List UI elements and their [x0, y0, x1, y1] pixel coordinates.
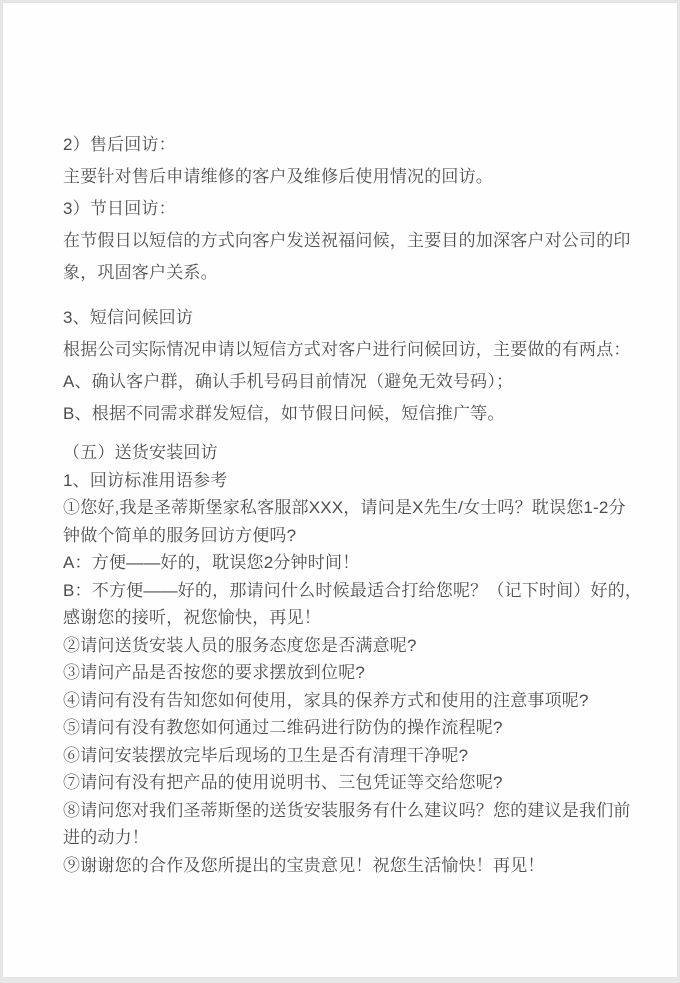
paragraph: [63, 714, 629, 742]
text-line: B：不方便——好的，那请问什么时候最适合打给您呢？（记下时间）好的，: [63, 580, 643, 600]
text-line: 象，巩固客户关系。: [63, 263, 218, 282]
text-line: 3、短信问候回访: [63, 308, 194, 327]
paragraph: [63, 632, 629, 660]
paragraph: [63, 334, 629, 366]
paragraph: [63, 742, 629, 770]
text-line: 感谢您的接听，祝您愉快，再见！: [63, 608, 321, 627]
paragraph: [63, 193, 629, 225]
block-delivery-installation-callback: [63, 439, 643, 879]
paragraph: [63, 439, 629, 467]
text-line: ⑦请问有没有把产品的使用说明书、三包凭证等交给您呢?: [63, 773, 503, 792]
paragraph: [63, 467, 629, 495]
text-line: ⑨谢谢您的合作及您所提出的宝贵意见！祝您生活愉快！再见！: [63, 855, 545, 875]
document-page: [2, 2, 678, 978]
text-line: ⑧请问您对我们圣蒂斯堡的送货安装服务有什么建议吗？您的建议是我们前: [63, 800, 631, 820]
paragraph: [63, 225, 629, 289]
text-line: （五）送货安装回访: [63, 443, 218, 462]
paragraph: [63, 769, 629, 797]
paragraph: [63, 852, 629, 880]
text-line: 2）售后回访：: [63, 135, 176, 154]
paragraph: [63, 398, 629, 430]
paragraph: [63, 549, 629, 577]
text-line: 进的动力！: [63, 828, 149, 847]
text-line: 根据公司实际情况申请以短信方式对客户进行问候回访，主要做的有两点：: [63, 340, 631, 359]
paragraph: [63, 687, 629, 715]
text-line: 主要针对售后申请维修的客户及维修后使用情况的回访。: [63, 167, 493, 186]
document-content: [63, 129, 643, 879]
paragraph: [63, 129, 629, 161]
text-line: ④请问有没有告知您如何使用，家具的保养方式和使用的注意事项呢?: [63, 690, 589, 710]
text-line: 在节假日以短信的方式向客户发送祝福问候，主要目的加深客户对公司的印: [63, 231, 631, 250]
text-line: ②请问送货安装人员的服务态度您是否满意呢?: [63, 635, 417, 655]
text-line: A、确认客户群，确认手机号码目前情况（避免无效号码）；: [63, 372, 514, 391]
paragraph: [63, 577, 643, 632]
text-line: 3）节日回访：: [63, 199, 176, 218]
paragraph: [63, 797, 629, 852]
paragraph: [63, 302, 629, 334]
text-line: ⑤请问有没有教您如何通过二维码进行防伪的操作流程呢?: [63, 718, 503, 737]
text-line: 1、回访标准用语参考: [63, 470, 228, 490]
block-callback-types-and-sms-greeting: [63, 129, 629, 430]
text-line: ⑥请问安装摆放完毕后现场的卫生是否有清理干净呢?: [63, 745, 469, 765]
paragraph: [63, 161, 629, 193]
paragraph: [63, 366, 629, 398]
paragraph: [63, 494, 629, 549]
text-line: 钟做个简单的服务回访方便吗?: [63, 525, 297, 545]
text-line: ③请问产品是否按您的要求摆放到位呢?: [63, 663, 366, 682]
text-line: A：方便——好的，耽误您2分钟时间！: [63, 553, 360, 572]
paragraph: [63, 659, 629, 687]
text-line: B、根据不同需求群发短信，如节假日问候，短信推广等。: [63, 404, 505, 423]
text-line: ①您好,我是圣蒂斯堡家私客服部XXX，请问是X先生/女士吗？耽误您1-2分: [63, 498, 626, 517]
